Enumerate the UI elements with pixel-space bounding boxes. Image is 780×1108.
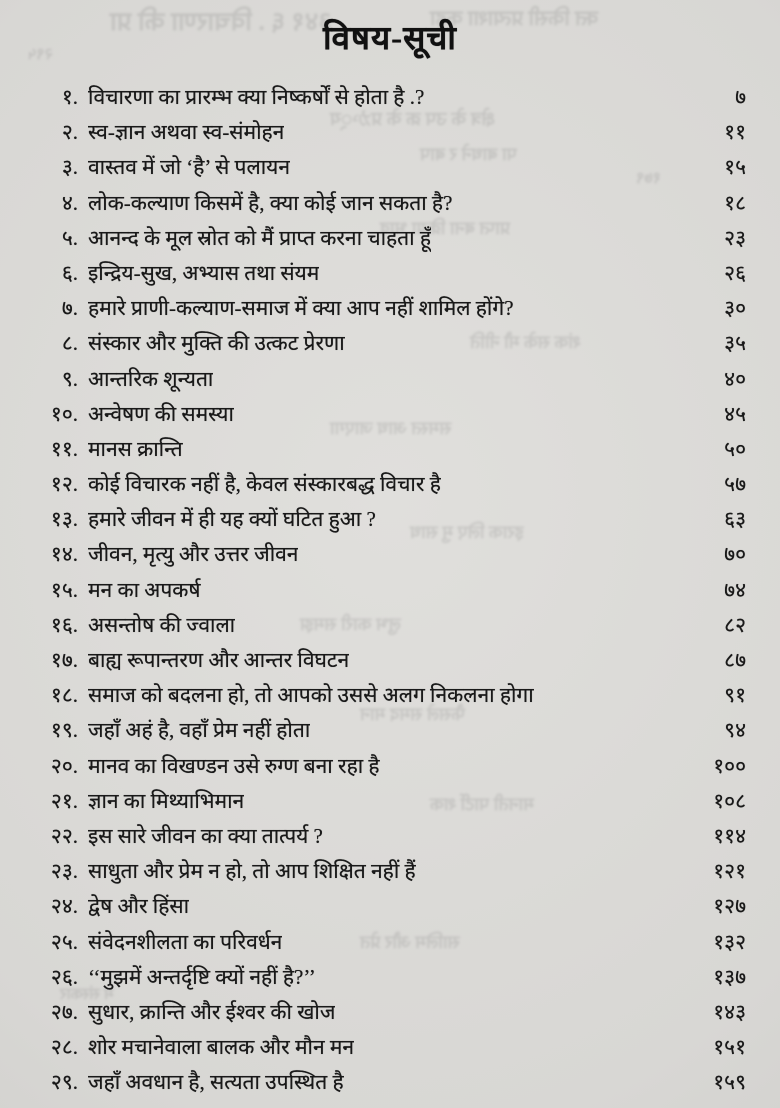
entry-title: लोक-कल्याण किसमें है, क्या कोई जान सकता है? [88,190,453,215]
entry-page-number: १२१ [713,859,746,884]
entry-number: २३. [50,859,78,884]
toc-entry [20,995,746,1030]
entry-page-number: ५० [724,436,746,461]
toc-entry [20,749,746,784]
bleedthrough-text: १७९ [636,170,661,187]
page-title: विषय-सूची [323,21,457,57]
entry-number: १४. [50,542,78,567]
entry-number: २१. [50,788,78,813]
entry-title: स्व-ज्ञान अथवा स्व-संमोहन [88,120,285,145]
entry-title: समाज को बदलना हो, तो आपको उससे अलग निकलना होगा [88,683,534,708]
entry-page-number: १०० [713,753,746,778]
entry-page-number: १३७ [713,964,746,989]
bleedthrough-text: क्षेत्र के उप क्र के प्रか्य [330,109,495,130]
entry-title: बाह्य रूपान्तरण और आन्तर विघटन [88,648,350,672]
entry-page-number: ९१ [724,683,746,708]
toc-entry [20,819,746,854]
toc-entry [20,467,746,502]
entry-number: ४. [61,190,78,215]
entry-number: २६. [50,964,78,989]
entry-title: वास्तव में जो ‘है’ से पलायन [88,155,290,180]
entry-title: ज्ञान का मिथ्याभिमान [88,788,245,813]
entry-title: संवेदनशीलता का परिवर्धन [88,929,283,954]
entry-number: ५. [61,225,78,250]
entry-page-number: १५१ [713,1035,746,1060]
entry-page-number: १०८ [713,788,746,813]
entry-number: १५. [50,577,78,602]
entry-number: २. [61,120,78,145]
toc-entry [20,256,746,291]
bleedthrough-text: सालिम और प्रेत [360,932,460,952]
entry-number: १७. [50,648,78,672]
entry-title: जीवन, मृत्यु और उत्तर जीवन [88,542,299,567]
entry-page-number: ७४ [724,577,746,602]
entry-number: १. [61,85,78,109]
entry-page-number: ३५ [724,331,746,356]
entry-page-number: ४५ [724,401,746,426]
entry-number: ३. [61,155,78,180]
bleedthrough-text: मानती पार्टी शक [430,794,535,814]
entry-title: आनन्द के मूल स्रोत को मैं प्राप्त करना चाहता हूँ [88,225,431,250]
entry-page-number: ११४ [713,823,746,848]
bleedthrough-text: फैसले समद मान [360,704,466,724]
toc-entry [20,502,746,537]
entry-page-number: २३ [724,225,746,250]
entry-page-number: ११ [724,120,746,145]
entry-page-number: ८२ [724,612,746,637]
toc-entry [20,362,746,397]
entry-number: २८. [50,1035,78,1060]
entry-number: २०. [50,753,78,778]
entry-number: २५. [50,929,78,954]
toc-entry [20,221,746,256]
entry-title: अन्वेषण की समस्या [88,401,234,426]
bleedthrough-text: म संस्कार [60,986,114,1003]
toc-entry [20,713,746,748]
entry-title: मानव का विखण्डन उसे रुग्ण बना रहा है [88,753,380,778]
toc-entry [20,784,746,819]
bleedthrough-text: लुभ कारी समझ [300,614,401,634]
toc-entry [20,960,746,995]
bleedthrough-text: पा बाधने र बाप [420,144,517,164]
entry-title: कोई विचारक नहीं है, केवल संस्कारबद्ध विचार है [88,472,441,497]
entry-page-number: ९४ [724,718,746,743]
entry-title: हमारे जीवन में ही यह क्यों घटित हुआ ? [88,507,376,532]
entry-title: संस्कार और मुक्ति की उत्कट प्रेरणा [88,331,345,356]
entry-title: द्वेष और हिंसा [88,894,190,919]
entry-page-number: १२७ [713,894,746,919]
entry-title: शोर मचानेवाला बालक और मौन मन [88,1035,355,1060]
toc-entry [20,643,746,678]
toc-entry [20,854,746,889]
entry-title: साधुता और प्रेम न हो, तो आप शिक्षित नहीं हैं [88,859,416,884]
toc-entry [20,186,746,221]
bleedthrough-text: क्त किसी प्रत्याशा कहा [430,6,599,30]
bleedthrough-text: इराक लिए मु साध [410,522,524,542]
toc-entry [20,537,746,572]
entry-page-number: १४३ [713,999,746,1024]
entry-number: ६. [61,260,78,285]
toc-entry [20,150,746,185]
entry-title: ‘‘मुझमें अन्तर्दृष्टि क्यों नहीं है?’’ [88,964,316,989]
entry-page-number: ६३ [724,507,746,532]
toc-entry [20,291,746,326]
toc-entry [20,573,746,608]
toc-entry [20,432,746,467]
entry-page-number: ७ [735,85,746,109]
entry-number: १२. [50,472,78,497]
entry-title: मानस क्रान्ति [88,436,183,461]
entry-title: हमारे प्राणी-कल्याण-समाज में क्या आप नहीं शामिल होंगे? [88,296,514,321]
toc-entry [20,889,746,924]
entry-title: विचारणा का प्रारम्भ क्या निष्कर्षों से होता है .? [88,85,425,109]
entry-number: १०. [50,401,78,426]
entry-title: आन्तरिक शून्यता [88,366,214,391]
toc-entry [20,925,746,960]
entry-title: मन का अपकर्ष [88,577,201,602]
toc-entry [20,608,746,643]
entry-number: ८. [61,331,78,356]
entry-title: इस सारे जीवन का क्या तात्पर्य ? [88,823,323,848]
entry-number: १६. [50,612,78,637]
entry-number: १८. [50,683,78,708]
bleedthrough-text: ३४१ ६ . विचारणा की प्रा [110,7,332,36]
entry-page-number: ७० [724,542,746,567]
toc-entry [20,1030,746,1065]
entry-page-number: १५९ [713,1070,746,1095]
toc-entry [20,115,746,150]
entry-page-number: ४० [724,366,746,391]
bleedthrough-text: समस्त आध जाएगा [330,418,452,438]
entry-number: २९. [50,1070,78,1095]
entry-page-number: १३२ [713,929,746,954]
entry-number: २७. [50,999,78,1024]
bleedthrough-text: शंक सके मौ नीति [470,332,581,352]
entry-title: इन्द्रिय-सुख, अभ्यास तथा संयम [88,260,320,285]
entry-page-number: ८७ [724,648,746,672]
entry-number: २४. [50,894,78,919]
bleedthrough-text: २९५ [28,46,53,63]
entry-title: जहाँ अहं है, वहाँ प्रेम नहीं होता [88,718,311,743]
toc-entry [20,80,746,115]
toc-entry [20,326,746,361]
entry-number: ९. [61,366,78,391]
bleedthrough-text: प्राप्त बना क्रिया भाव [380,218,511,238]
entry-page-number: १८ [724,190,746,215]
entry-number: ७. [61,296,78,321]
entry-page-number: २६ [724,260,746,285]
entry-number: १३. [50,507,78,532]
entry-title: जहाँ अवधान है, सत्यता उपस्थित है [88,1070,344,1095]
entry-page-number: ३० [724,296,746,321]
entry-number: ११. [50,436,78,461]
entry-title: असन्तोष की ज्वाला [88,612,236,637]
entry-number: १९. [50,718,78,743]
toc-entry [20,1065,746,1100]
entry-page-number: ५७ [724,472,746,497]
entry-page-number: १५ [724,155,746,180]
toc-entry [20,397,746,432]
entry-number: २२. [50,823,78,848]
toc-entry [20,678,746,713]
entry-title: सुधार, क्रान्ति और ईश्वर की खोज [88,999,336,1024]
toc-list [0,66,780,1100]
